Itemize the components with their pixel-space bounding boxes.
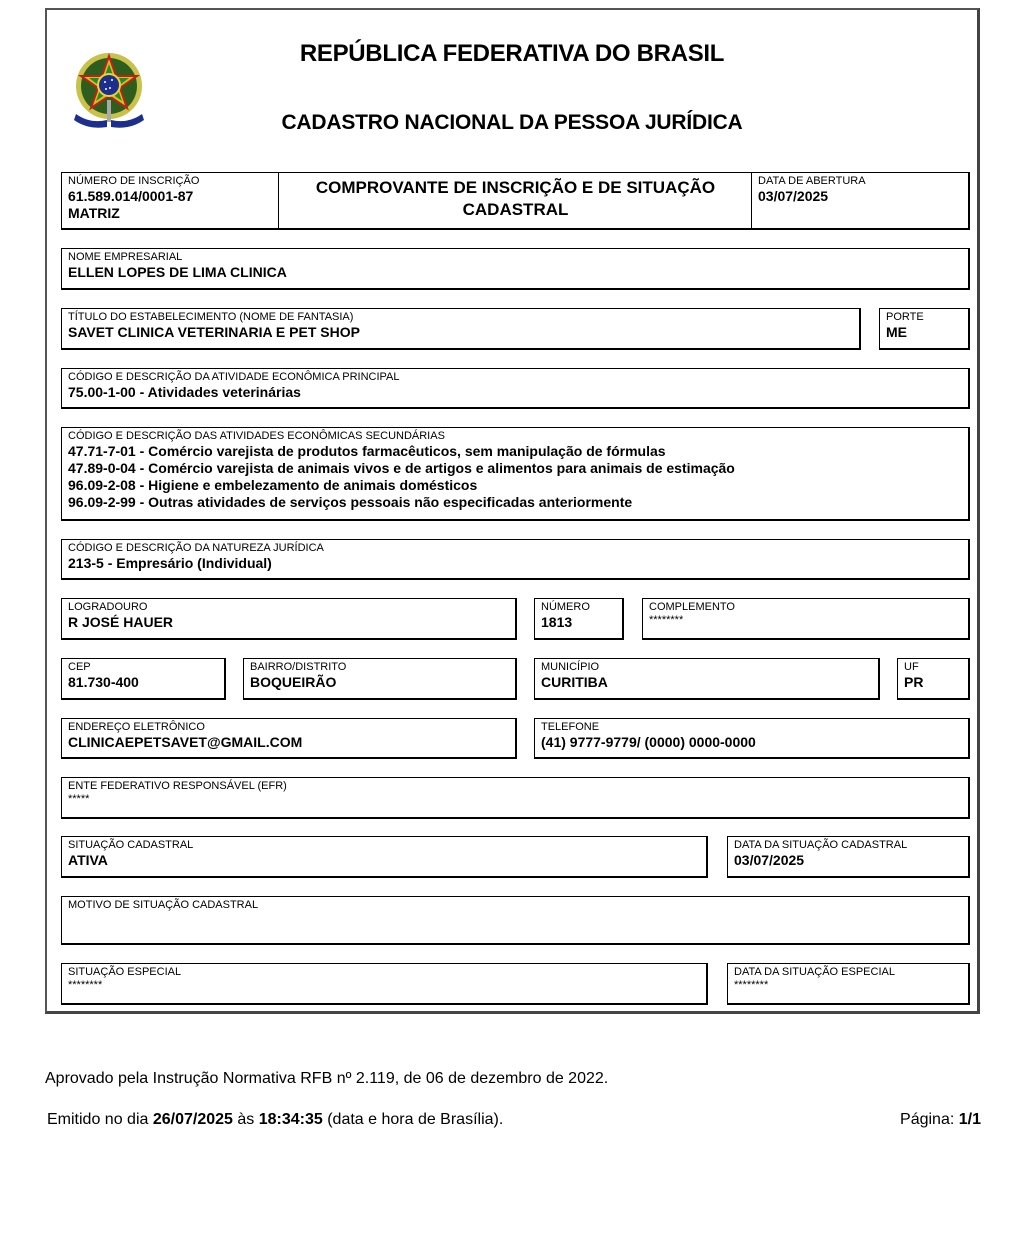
- numero-label: NÚMERO: [541, 601, 590, 613]
- data-situacao-value: 03/07/2025: [734, 852, 805, 868]
- natureza-juridica-box: [61, 539, 970, 580]
- data-situacao-especial-box: [727, 963, 970, 1005]
- atividade-secundaria-item: 96.09-2-99 - Outras atividades de serviços pessoais não especificadas anteriormente: [68, 494, 633, 510]
- municipio-label: MUNICÍPIO: [541, 661, 600, 673]
- atividade-principal-label: CÓDIGO E DESCRIÇÃO DA ATIVIDADE ECONÔMICA PRINCIPAL: [68, 371, 400, 383]
- atividades-secundarias-label: CÓDIGO E DESCRIÇÃO DAS ATIVIDADES ECONÔMICAS SECUNDÁRIAS: [68, 430, 445, 442]
- page-value: 1/1: [958, 1111, 981, 1128]
- situacao-especial-box: [61, 963, 708, 1005]
- abertura-date: 03/07/2025: [758, 188, 829, 204]
- motivo-box: [61, 896, 970, 945]
- abertura-label: DATA DE ABERTURA: [758, 175, 866, 187]
- inscricao-label: NÚMERO DE INSCRIÇÃO: [68, 175, 200, 187]
- emission-date: 26/07/2025: [152, 1111, 233, 1128]
- numero-box: [534, 598, 624, 640]
- cep-box: [61, 658, 226, 700]
- porte-box: [879, 308, 970, 350]
- data-situacao-label: DATA DA SITUAÇÃO CADASTRAL: [734, 839, 908, 851]
- atividade-principal-box: [61, 368, 970, 409]
- atividade-secundaria-item: 47.89-0-04 - Comércio varejista de animais vivos e de artigos e alimentos para animais de estimação: [68, 460, 735, 476]
- telefone-box: [534, 718, 970, 759]
- nome-empresarial-label: NOME EMPRESARIAL: [68, 251, 183, 263]
- porte-label: PORTE: [886, 311, 924, 323]
- data-situacao-especial-value: ********: [734, 979, 769, 991]
- bairro-label: BAIRRO/DISTRITO: [250, 661, 347, 673]
- cnpj-number: 61.589.014/0001-87: [68, 188, 194, 204]
- atividade-secundaria-item: 47.71-7-01 - Comércio varejista de produtos farmacêuticos, sem manipulação de fórmulas: [68, 443, 666, 459]
- situacao-especial-value: ********: [68, 979, 103, 991]
- municipio-value: CURITIBA: [541, 674, 608, 690]
- complemento-label: COMPLEMENTO: [649, 601, 735, 613]
- document-subtitle: CADASTRO NACIONAL DA PESSOA JURÍDICA: [281, 111, 743, 134]
- logradouro-value: R JOSÉ HAUER: [68, 614, 174, 630]
- emission-suffix: (data e hora de Brasília).: [322, 1111, 504, 1128]
- efr-label: ENTE FEDERATIVO RESPONSÁVEL (EFR): [68, 780, 287, 792]
- motivo-label: MOTIVO DE SITUAÇÃO CADASTRAL: [68, 899, 259, 911]
- data-situacao-box: [727, 836, 970, 878]
- cnpj-document: [45, 8, 980, 1014]
- fantasia-label: TÍTULO DO ESTABELECIMENTO (NOME DE FANTASIA): [68, 311, 354, 323]
- comprovante-title-line1: COMPROVANTE DE INSCRIÇÃO E DE SITUAÇÃO: [315, 178, 716, 197]
- municipio-box: [534, 658, 880, 700]
- bairro-box: [243, 658, 517, 700]
- establishment-type: MATRIZ: [68, 205, 120, 221]
- data-situacao-especial-label: DATA DA SITUAÇÃO ESPECIAL: [734, 966, 895, 978]
- cep-value: 81.730-400: [68, 674, 139, 690]
- porte-value: ME: [886, 324, 907, 340]
- atividade-secundaria-item: 96.09-2-08 - Higiene e embelezamento de animais domésticos: [68, 477, 478, 493]
- complemento-box: [642, 598, 970, 640]
- bairro-value: BOQUEIRÃO: [250, 674, 337, 690]
- numero-value: 1813: [541, 614, 573, 630]
- situacao-value: ATIVA: [68, 852, 108, 868]
- email-box: [61, 718, 517, 759]
- document-title: REPÚBLICA FEDERATIVA DO BRASIL: [299, 40, 725, 67]
- email-value: CLINICAEPETSAVET@GMAIL.COM: [68, 734, 303, 750]
- situacao-label: SITUAÇÃO CADASTRAL: [68, 839, 194, 851]
- uf-box: [897, 658, 970, 700]
- page-label: Página:: [900, 1111, 959, 1128]
- situacao-especial-label: SITUAÇÃO ESPECIAL: [68, 966, 182, 978]
- uf-value: PR: [904, 674, 924, 690]
- atividades-secundarias-box: [61, 427, 970, 521]
- situacao-box: [61, 836, 708, 878]
- emission-time: 18:34:35: [258, 1111, 323, 1128]
- complemento-value: ********: [649, 614, 684, 626]
- inscricao-box: [61, 172, 279, 230]
- approval-note: Aprovado pela Instrução Normativa RFB nº 2.119, de 06 de dezembro de 2022.: [45, 1070, 609, 1087]
- natureza-juridica-value: 213-5 - Empresário (Individual): [68, 555, 272, 571]
- telefone-label: TELEFONE: [541, 721, 600, 733]
- logradouro-label: LOGRADOURO: [68, 601, 148, 613]
- emission-info: [47, 1111, 503, 1129]
- telefone-value: (41) 9777-9779/ (0000) 0000-0000: [541, 734, 756, 750]
- page-number: [900, 1111, 981, 1129]
- efr-box: [61, 777, 970, 819]
- atividade-principal-value: 75.00-1-00 - Atividades veterinárias: [68, 384, 301, 400]
- comprovante-box: [278, 172, 752, 230]
- abertura-box: [751, 172, 970, 230]
- fantasia-value: SAVET CLINICA VETERINARIA E PET SHOP: [68, 324, 360, 340]
- natureza-juridica-label: CÓDIGO E DESCRIÇÃO DA NATUREZA JURÍDICA: [68, 542, 324, 554]
- uf-label: UF: [904, 661, 919, 673]
- email-label: ENDEREÇO ELETRÔNICO: [68, 721, 205, 733]
- emission-at: às: [232, 1111, 259, 1128]
- comprovante-title-line2: CADASTRAL: [462, 200, 569, 219]
- cep-label: CEP: [68, 661, 91, 673]
- nome-empresarial-value: ELLEN LOPES DE LIMA CLINICA: [68, 264, 287, 280]
- emission-prefix: Emitido no dia: [47, 1111, 153, 1128]
- fantasia-box: [61, 308, 861, 350]
- nome-empresarial-box: [61, 248, 970, 290]
- logradouro-box: [61, 598, 517, 640]
- efr-value: *****: [68, 793, 90, 805]
